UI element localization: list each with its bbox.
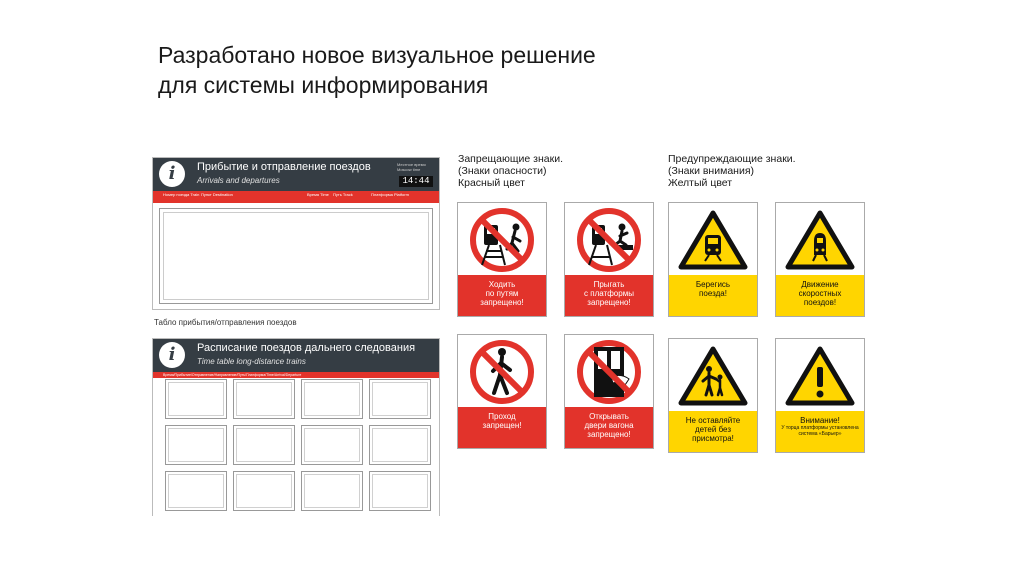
column-header: Пункт Destination bbox=[201, 192, 233, 197]
sign-label-line: скоростных bbox=[798, 289, 842, 298]
prohibit-header-line: (Знаки опасности) bbox=[458, 165, 547, 177]
attention-warning-icon bbox=[776, 339, 864, 411]
grid-cell bbox=[301, 425, 363, 465]
grid-cell bbox=[233, 379, 295, 419]
sign-label-line: Прыгать bbox=[593, 280, 625, 289]
grid-cell bbox=[165, 471, 227, 511]
no-pedestrian-icon bbox=[458, 335, 546, 407]
clock: 14:44 bbox=[399, 176, 433, 187]
board-header bbox=[153, 339, 439, 372]
slide-title-line2: для системы информирования bbox=[158, 72, 489, 98]
column-header: Путь Track bbox=[333, 192, 353, 197]
sign-train-warning bbox=[668, 202, 758, 317]
sign-label-line: Берегись bbox=[695, 280, 731, 289]
children-warning-icon bbox=[669, 339, 757, 411]
no-walking-on-tracks-icon bbox=[458, 203, 546, 275]
sign-label bbox=[565, 275, 653, 316]
no-jumping-from-platform-icon bbox=[565, 203, 653, 275]
board-header bbox=[153, 158, 439, 191]
grid-cell bbox=[165, 379, 227, 419]
warning-header-line: (Знаки внимания) bbox=[668, 165, 754, 177]
sign-label-line: с платформы bbox=[584, 289, 634, 298]
board-title: Прибытие и отправление поездов bbox=[197, 161, 371, 173]
sign-label bbox=[669, 275, 757, 316]
grid-cell bbox=[301, 471, 363, 511]
train-warning-icon bbox=[669, 203, 757, 275]
column-header: Номер поезда Train bbox=[163, 192, 200, 197]
warning-header bbox=[668, 153, 796, 189]
sign-label-small: У торца платформы установлена система «Барьер» bbox=[781, 425, 859, 437]
board-subtitle: Time table long-distance trains bbox=[197, 357, 306, 366]
fast-train-warning-icon bbox=[776, 203, 864, 275]
sign-label-line: Движение bbox=[801, 280, 839, 289]
column-header: Время Time bbox=[307, 192, 329, 197]
sign-label bbox=[776, 411, 864, 452]
board-caption: Табло прибытия/отправления поездов bbox=[154, 318, 297, 327]
sign-children-warning bbox=[668, 338, 758, 453]
prohibit-header bbox=[458, 153, 563, 189]
sign-label-line: запрещено! bbox=[587, 430, 631, 439]
sign-label-line: двери вагона bbox=[584, 421, 634, 430]
sign-label-line: запрещен! bbox=[482, 421, 522, 430]
prohibit-header-line: Запрещающие знаки. bbox=[458, 153, 563, 165]
sign-no-walking-on-tracks bbox=[457, 202, 547, 317]
sign-no-pedestrian bbox=[457, 334, 547, 449]
column-header: Платформа Platform bbox=[371, 192, 409, 197]
grid-cell bbox=[233, 425, 295, 465]
warning-header-line: Предупреждающие знаки. bbox=[668, 153, 796, 165]
grid-cell bbox=[165, 425, 227, 465]
grid-cell bbox=[301, 379, 363, 419]
sign-label-line: Внимание! bbox=[800, 416, 840, 425]
no-opening-doors-icon bbox=[565, 335, 653, 407]
sign-label-line: присмотра! bbox=[692, 434, 734, 443]
grid-cell bbox=[369, 471, 431, 511]
sign-label bbox=[669, 411, 757, 452]
sign-label-line: поездов! bbox=[803, 298, 837, 307]
sign-label-line: детей без bbox=[695, 425, 731, 434]
sign-label bbox=[776, 275, 864, 316]
info-icon: i bbox=[159, 342, 185, 368]
slide-title-line1: Разработано новое визуальное решение bbox=[158, 42, 596, 68]
sign-no-jumping-from-platform bbox=[564, 202, 654, 317]
sign-label bbox=[565, 407, 653, 448]
grid-cell bbox=[369, 425, 431, 465]
prohibit-header-line: Красный цвет bbox=[458, 177, 525, 189]
sign-label bbox=[458, 275, 546, 316]
column-header-strip bbox=[153, 372, 439, 378]
sign-label-line: Не оставляйте bbox=[685, 416, 741, 425]
board-subtitle: Arrivals and departures bbox=[197, 176, 280, 185]
sign-no-opening-doors bbox=[564, 334, 654, 449]
sign-attention-warning bbox=[775, 338, 865, 453]
sign-label-line: Проход bbox=[488, 412, 516, 421]
time-note: Местное время Moscow time bbox=[397, 162, 426, 172]
sign-label-line: Открывать bbox=[589, 412, 629, 421]
sign-label-line: запрещено! bbox=[587, 298, 631, 307]
board-display-area bbox=[159, 208, 433, 304]
arrivals-board bbox=[152, 157, 440, 310]
board-title: Расписание поездов дальнего следования bbox=[197, 342, 416, 354]
sign-label-line: поезда! bbox=[699, 289, 727, 298]
slide-title bbox=[158, 40, 678, 100]
info-icon: i bbox=[159, 161, 185, 187]
grid-cell bbox=[233, 471, 295, 511]
column-header-text: Время/Прибытие/Отправление/Направление/Путь/Платформа/Time/Arrival/Departure bbox=[163, 373, 302, 377]
sign-label bbox=[458, 407, 546, 448]
column-header-strip bbox=[153, 191, 439, 203]
sign-label-line: запрещено! bbox=[480, 298, 524, 307]
grid-cell bbox=[369, 379, 431, 419]
sign-label-line: по путям bbox=[485, 289, 519, 298]
timetable-board bbox=[152, 338, 440, 516]
warning-header-line: Желтый цвет bbox=[668, 177, 733, 189]
sign-fast-train-warning bbox=[775, 202, 865, 317]
sign-label-line: Ходить bbox=[488, 280, 516, 289]
